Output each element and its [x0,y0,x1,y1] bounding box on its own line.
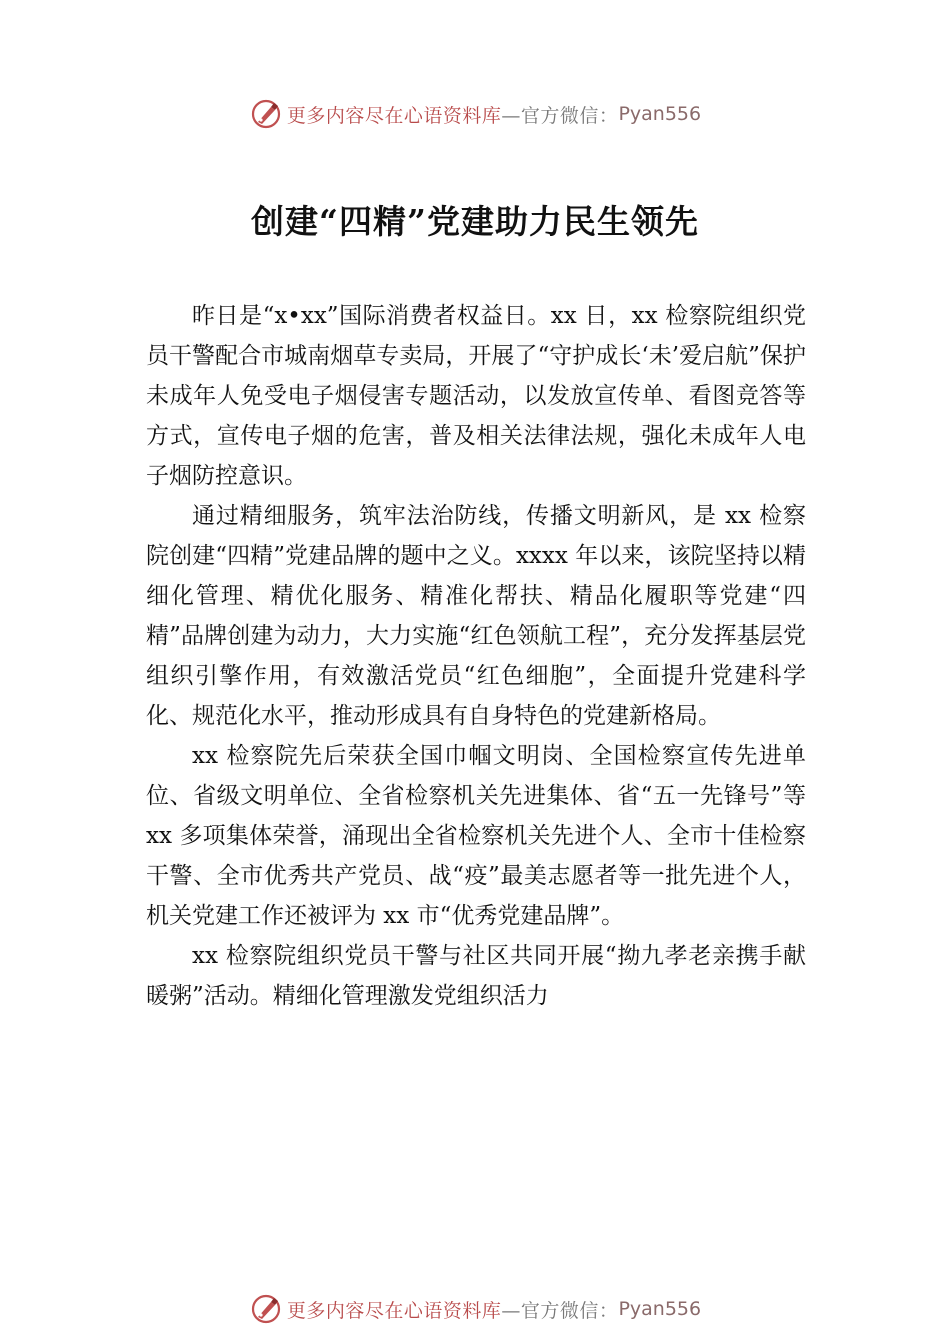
pen-nib-logo-icon [249,1292,283,1326]
watermark-library-text: 更多内容尽在心语资料库 [286,1299,502,1322]
footer-watermark [0,1289,950,1329]
document-body [146,296,806,1016]
paragraph-4: xx 检察院组织党员干警与社区共同开展“拗九孝老亲携手献暖粥”活动。精细化管理激发党组织活力 [146,943,806,1009]
watermark-wechat-id: Pyan556 [618,103,702,125]
paragraph-1: 昨日是“x•xx”国际消费者权益日。xx 日，xx 检察院组织党员干警配合市城南烟草专卖局，开展了“守护成长‘未’爱启航”保护未成年人免受电子烟侵害专题活动，以发放宣传单、看图竞答等方式，宣传电子烟的危害，普及相关法律法规，强化未成年人电子烟防控意识。 [146,303,806,489]
watermark-wechat-id: Pyan556 [618,1298,702,1320]
paragraph-3: xx 检察院先后荣获全国巾帼文明岗、全国检察宣传先进单位、省级文明单位、全省检察机关先进集体、省“五一先锋号”等 xx 多项集体荣誉，涌现出全省检察机关先进个人、全市十佳检察干警、全市优秀共产党员、战“疫”最美志愿者等一批先进个人，机关党建工作还被评为 xx 市“优秀党建品牌”。 [146,743,806,929]
watermark-library-text: 更多内容尽在心语资料库 [286,104,502,127]
paragraph-2: 通过精细服务，筑牢法治防线，传播文明新风，是 xx 检察院创建“四精”党建品牌的题中之义。xxxx 年以来，该院坚持以精细化管理、精优化服务、精准化帮扶、精品化履职等党建“四精”品牌创建为动力，大力实施“红色领航工程”，充分发挥基层党组织引擎作用，有效激活党员“红色细胞”，全面提升党建科学化、规范化水平，推动形成具有自身特色的党建新格局。 [146,503,806,729]
header-watermark [0,94,950,134]
watermark-wechat-label: —官方微信： [501,1299,619,1322]
watermark-wechat-label: —官方微信： [501,104,619,127]
pen-nib-logo-icon [249,97,283,131]
document-title: 创建“四精”党建助力民生领先 [251,202,699,241]
